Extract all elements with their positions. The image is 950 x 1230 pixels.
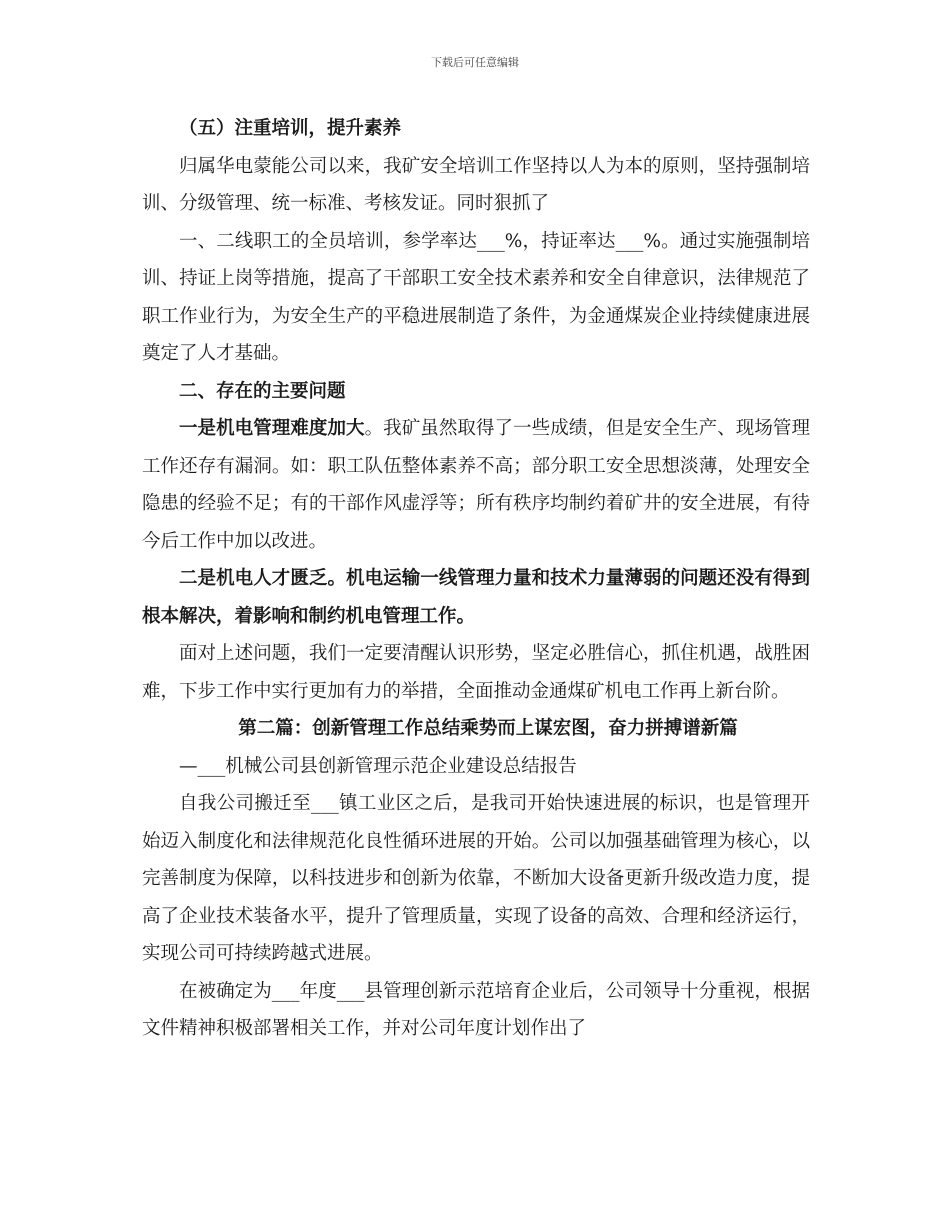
page-header: 下载后可任意编辑	[431, 56, 519, 69]
paragraph-training-intro: 归属华电蒙能公司以来，我矿安全培训工作坚持以人为本的原则，坚持强制培训、分级管理、统一标准、考核发证。同时狠抓了	[142, 155, 810, 214]
section-heading-training: （五）注重培训，提升素养	[179, 118, 402, 139]
paragraph-relocation: 自我公司搬迁至___镇工业区之后，是我司开始快速进展的标识，也是管理开始迈入制度化和法律规范化良性循环进展的开始。公司以加强基础管理为核心，以完善制度为保障，以科技进步和创新为依靠，不断加大设备更新升级改造力度，提高了企业技术装备水平，提升了管理质量，实现了设备的高效、合理和经济运行，实现公司可持续跨越式进展。	[142, 793, 810, 964]
section-heading-problems: 二、存在的主要问题	[179, 380, 346, 402]
document-body	[142, 110, 810, 1048]
part2-title: 第二篇：创新管理工作总结乘势而上谋宏图，奋力拼搏谱新篇	[238, 718, 738, 739]
problem-1-lead: 一是机电管理难度加大	[179, 418, 365, 439]
paragraph-problem-2: 二是机电人才匮乏。机电运输一线管理力量和技术力量薄弱的问题还没有得到根本解决，着影响和制约机电管理工作。	[142, 568, 810, 627]
paragraph-demonstration: 在被确定为___年度___县管理创新示范培育企业后，公司领导十分重视，根据文件精神积极部署相关工作，并对公司年度计划作出了	[142, 980, 810, 1039]
part2-subtitle: —___机械公司县创新管理示范企业建设总结报告	[179, 755, 577, 777]
problem-1-body: 。我矿虽然取得了一些成绩，但是安全生产、现场管理工作还存有漏洞。如：职工队伍整体素养不高；部分职工安全思想淡薄，处理安全隐患的经验不足；有的干部作风虚浮等；所有秩序均制约着矿井的安全进展，有待今后工作中加以改进。	[142, 418, 810, 552]
paragraph-training-detail: 一、二线职工的全员培训，参学率达___%，持证率达___%。通过实施强制培训、持证上岗等措施，提高了干部职工安全技术素养和安全自律意识，法律规范了职工作业行为，为安全生产的平稳进展制造了条件，为金通煤炭企业持续健康进展奠定了人才基础。	[142, 230, 810, 364]
paragraph-problems-closing: 面对上述问题，我们一定要清醒认识形势，坚定必胜信心，抓住机遇，战胜困难，下步工作中实行更加有力的举措，全面推动金通煤矿机电工作再上新台阶。	[142, 643, 810, 702]
paragraph-problem-1	[142, 410, 810, 560]
